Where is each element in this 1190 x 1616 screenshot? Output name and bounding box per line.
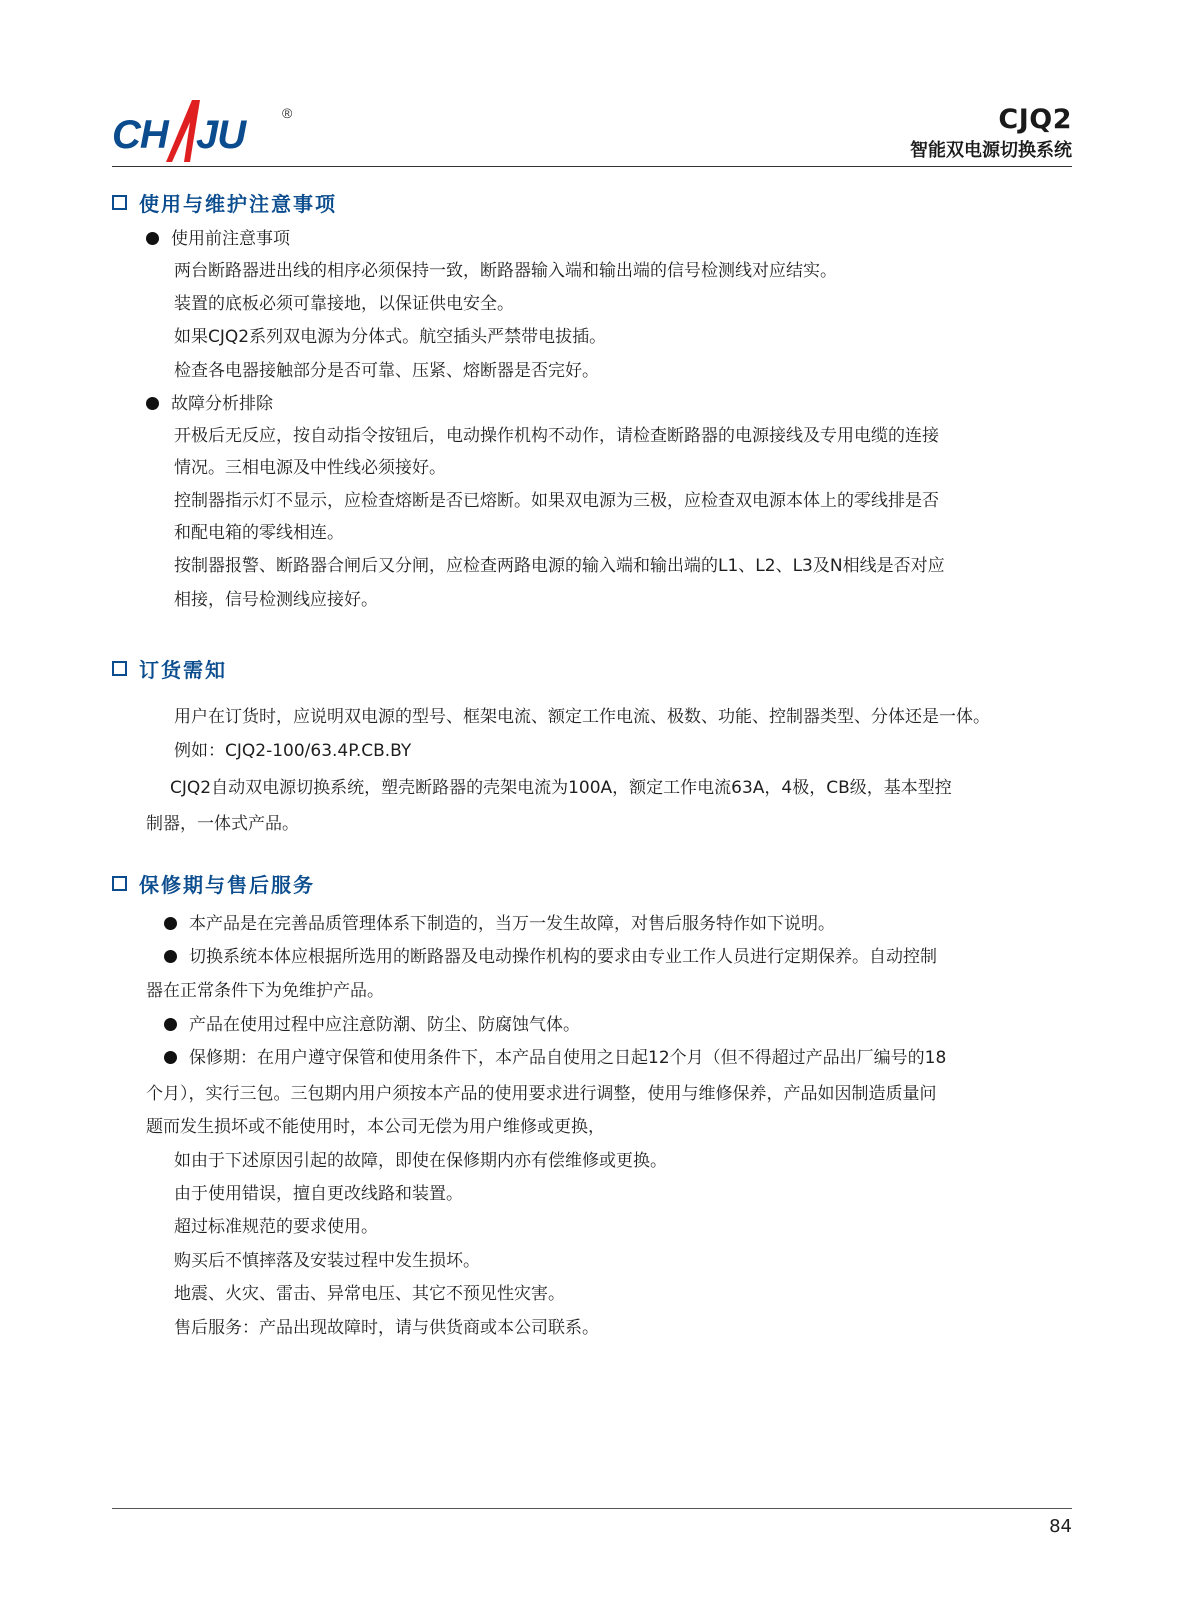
page-number: 84 [1049,1516,1072,1537]
section-title: 订货需知 [139,658,227,682]
paragraph-line: 器在正常条件下为免维护产品。 [146,981,384,1001]
header-divider [112,166,1072,167]
paragraph-line: 按制器报警、断路器合闸后又分闸，应检查两路电源的输入端和输出端的L1、L2、L3及N相线是否对应 [174,556,945,576]
checkbox-square-icon [112,195,127,210]
paragraph-line: 例如：CJQ2-100/63.4P.CB.BY [174,741,412,761]
bullet-item: 产品在使用过程中应注意防潮、防尘、防腐蚀气体。 [164,1013,580,1037]
paragraph-line: 控制器指示灯不显示，应检查熔断是否已熔断。如果双电源为三极，应检查双电源本体上的零线排是否 [174,491,939,511]
brand-logo [112,96,308,166]
section-title: 保修期与售后服务 [139,873,315,897]
section-heading-ordering [112,654,227,683]
checkbox-square-icon [112,876,127,891]
svg-text:CH: CH [112,113,168,157]
paragraph-line: 开极后无反应，按自动指令按钮后，电动操作机构不动作，请检查断路器的电源接线及专用电缆的连接 [174,426,939,446]
bullet-dot-icon [146,397,159,410]
footer-divider [112,1508,1072,1509]
paragraph-line: 由于使用错误，擅自更改线路和装置。 [174,1184,463,1204]
paragraph-line: 情况。三相电源及中性线必须接好。 [174,458,446,478]
bullet-dot-icon [146,232,159,245]
paragraph-line: 如果CJQ2系列双电源为分体式。航空插头严禁带电拔插。 [174,327,607,347]
svg-text:®: ® [282,105,293,121]
paragraph-line: 检查各电器接触部分是否可靠、压紧、熔断器是否完好。 [174,361,599,381]
paragraph-line: 地震、火灾、雷击、异常电压、其它不预见性灾害。 [174,1284,565,1304]
bullet-item: 本产品是在完善品质管理体系下制造的，当万一发生故障，对售后服务特作如下说明。 [164,912,835,936]
bullet-item: 故障分析排除 [146,392,273,416]
section-heading-maintenance [112,188,337,217]
section-heading-warranty [112,869,315,898]
section-title: 使用与维护注意事项 [139,192,337,216]
svg-text:JU: JU [196,113,246,157]
paragraph-line: 用户在订货时，应说明双电源的型号、框架电流、额定工作电流、极数、功能、控制器类型、分体还是一体。 [174,707,990,727]
paragraph-line: 制器，一体式产品。 [146,814,299,834]
product-subtitle: 智能双电源切换系统 [910,140,1072,161]
bullet-dot-icon [164,1051,177,1064]
bullet-dot-icon [164,917,177,930]
bullet-item: 切换系统本体应根据所选用的断路器及电动操作机构的要求由专业工作人员进行定期保养。自动控制 [164,945,937,969]
paragraph-line: 两台断路器进出线的相序必须保持一致，断路器输入端和输出端的信号检测线对应结实。 [174,261,837,281]
model-title: CJQ2 [998,104,1072,135]
paragraph-line: 题而发生损坏或不能使用时，本公司无偿为用户维修或更换， [146,1117,605,1137]
bullet-dot-icon [164,1018,177,1031]
bullet-item: 使用前注意事项 [146,227,290,251]
paragraph-line: 装置的底板必须可靠接地，以保证供电安全。 [174,294,514,314]
bullet-item: 保修期：在用户遵守保管和使用条件下，本产品自使用之日起12个月（但不得超过产品出厂编号的18 [164,1046,946,1070]
checkbox-square-icon [112,661,127,676]
paragraph-line: 售后服务：产品出现故障时，请与供货商或本公司联系。 [174,1318,599,1338]
paragraph-line: 相接，信号检测线应接好。 [174,590,378,610]
paragraph-line: 超过标准规范的要求使用。 [174,1217,378,1237]
paragraph-line: 购买后不慎摔落及安装过程中发生损坏。 [174,1251,480,1271]
paragraph-line: CJQ2自动双电源切换系统，塑壳断路器的壳架电流为100A，额定工作电流63A，4极，CB级，基本型控 [170,778,952,798]
paragraph-line: 如由于下述原因引起的故障，即使在保修期内亦有偿维修或更换。 [174,1151,667,1171]
bullet-dot-icon [164,950,177,963]
paragraph-line: 和配电箱的零线相连。 [174,523,344,543]
paragraph-line: 个月），实行三包。三包期内用户须按本产品的使用要求进行调整，使用与维修保养，产品如因制造质量问 [146,1084,937,1104]
